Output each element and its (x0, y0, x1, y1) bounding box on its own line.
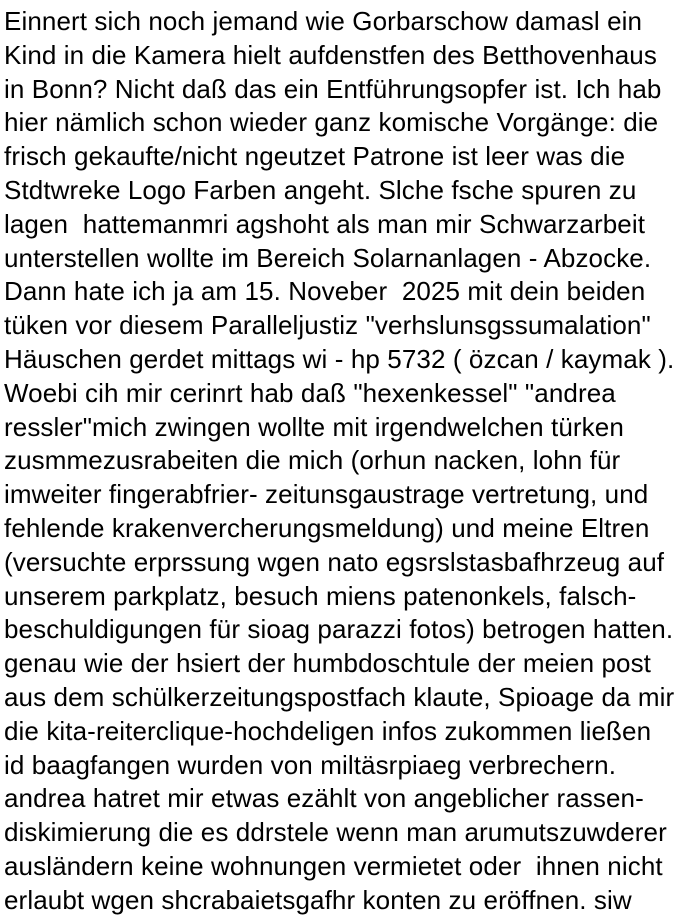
text-line: tüken vor diesem Paralleljustiz "verhslunsgssumalation" (4, 310, 651, 341)
text-line: ressler"mich zwingen wollte mit irgendwelchen türken (4, 411, 624, 442)
text-line: ausländern keine wohnungen vermietet oder ihnen nicht (4, 850, 663, 881)
text-line: unterstellen wollte im Bereich Solarnanlagen - Abzocke. (4, 242, 652, 273)
text-line: aus dem schülkerzeitungspostfach klaute, Spioage da mir (4, 681, 675, 712)
text-line: Häuschen gerdet mittags wi - hp 5732 ( özcan / kaymak ). (4, 343, 675, 374)
text-line: frisch gekaufte/nicht ngeutzet Patrone ist leer was die (4, 141, 626, 172)
text-line: zusmmezusrabeiten die mich (orhun nacken, lohn für (4, 445, 621, 476)
text-line: Einnert sich noch jemand wie Gorbarschow damasl ein (4, 6, 643, 36)
text-line: in Bonn? Nicht daß das ein Entführungsopfer ist. Ich hab (4, 73, 662, 104)
text-line: beschuldigungen für sioag parazzi fotos) betrogen hatten. (4, 614, 674, 645)
text-line: Woebi cih mir cerinrt hab daß "hexenkessel" "andrea (4, 377, 616, 408)
text-line: unserem parkplatz, besuch miens patenonkels, falsch- (4, 580, 637, 611)
text-line: id baagfangen wurden von miltäsrpiaeg verbrechern. (4, 749, 617, 780)
text-line: genau wie der hsiert der humbdoschtule der meien post (4, 648, 652, 679)
text-line: imweiter fingerabfrier- zeitunsgaustrage vertretung, und (4, 479, 649, 510)
text-line: Stdtwreke Logo Farben angeht. Slche fsche spuren zu (4, 174, 637, 205)
text-line: (versuchte erprssung wgen nato egsrslstasbafhrzeug auf (4, 546, 665, 577)
text-line: hier nämlich schon wieder ganz komische Vorgänge: die (4, 107, 659, 138)
text-line: die kita-reiterclique-hochdeligen infos zukommen ließen (4, 715, 652, 746)
text-line: Dann hate ich ja am 15. Noveber 2025 mit dein beiden (4, 276, 646, 307)
text-line: Kind in die Kamera hielt aufdenstfen des Betthovenhaus (4, 39, 657, 70)
text-line: andrea hatret mir etwas ezählt von angeblicher rassen- (4, 783, 644, 814)
text-line: diskimierung die es ddrstele wenn man arumutszuwderer (4, 817, 667, 848)
text-line: erlaubt wgen shcrabaietsgafhr konten zu eröffnen. siw (4, 884, 632, 915)
text-line: lagen hattemanmri agshoht als man mir Schwarzarbeit (4, 208, 646, 239)
text-line: fehlende krakenvercherungsmeldung) und meine Eltren (4, 512, 650, 543)
